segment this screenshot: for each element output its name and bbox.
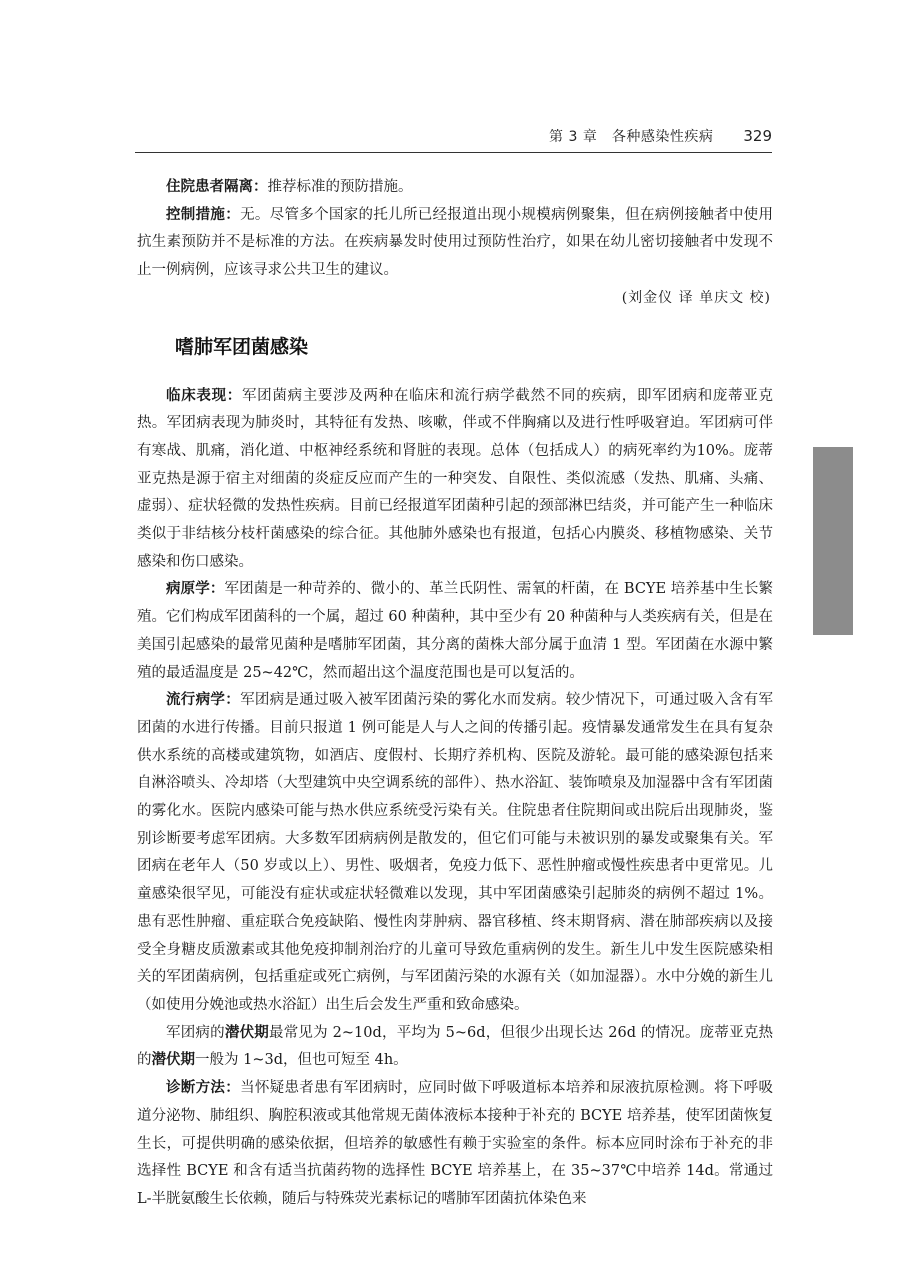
- diagnosis-label: 诊断方法：: [166, 1080, 241, 1097]
- isolation-label: 住院患者隔离：: [166, 179, 268, 195]
- isolation-paragraph: [137, 174, 773, 202]
- header-rule: [135, 152, 772, 153]
- chapter-thumb-tab: [813, 447, 853, 635]
- clinical-paragraph: [137, 383, 773, 577]
- isolation-text: 推荐标准的预防措施。: [267, 179, 413, 195]
- page-body: [137, 174, 773, 1214]
- incubation-term-2: 潜伏期: [151, 1052, 195, 1069]
- clinical-text: 军团菌病主要涉及两种在临床和流行病学截然不同的疾病，即军团病和庞蒂亚克热。军团病表现为肺炎时，其特征有发热、咳嗽，伴或不伴胸痛以及进行性呼吸窘迫。军团病可伴有寒战、肌痛，消化道、中枢神经系统和肾脏的表现。总体（包括成人）的病死率约为10%。庞蒂亚克热是源于宿主对细菌的炎症反应而产生的一种突发、自限性、类似流感（发热、肌痛、头痛、虚弱）、症状轻微的发热性疾病。目前已经报道军团菌种引起的颈部淋巴结炎，并可能产生一种临床类似于非结核分枝杆菌感染的综合征。其他肺外感染也有报道，包括心内膜炎、移植物感染、关节感染和伤口感染。: [137, 387, 774, 570]
- control-text: 无。尽管多个国家的托儿所已经报道出现小规模病例聚集，但在病例接触者中使用抗生素预防并不是标准的方法。在疾病暴发时使用过预防性治疗，如果在幼儿密切接触者中发现不止一例病例，应该寻求公共卫生的建议。: [137, 206, 773, 279]
- incubation-term-1: 潜伏期: [224, 1024, 269, 1041]
- translator-credit: (刘金仪 译 单庆文 校): [621, 289, 771, 306]
- chapter-title: 第 3 章 各种感染性疾病: [549, 129, 714, 145]
- etiology-paragraph: [137, 576, 773, 687]
- incubation-text-2: 最常见为 2~10d，平均为 5~6d，但很少出现长达 26d 的情况。庞蒂亚克热的: [137, 1024, 774, 1069]
- diagnosis-paragraph: [137, 1075, 773, 1214]
- section-title: 嗜肺军团菌感染: [175, 335, 309, 358]
- diagnosis-text: 当怀疑患者患有军团病时，应同时做下呼吸道标本培养和尿液抗原检测。将下呼吸道分泌物、肺组织、胸腔积液或其他常规无菌体液标本接种于补充的 BCYE 培养基，使军团菌恢复生长，可提供明确的感染依据，但培养的敏感性有赖于实验室的条件。标本应同时涂布于补充的非选择性 BCYE 和含有适当抗菌药物的选择性 BCYE 培养基上，在 35~37℃中培养 14d。常通过 L-半胱氨酸生长依赖，随后与特殊荧光素标记的嗜肺军团菌抗体染色来: [137, 1080, 773, 1207]
- incubation-text-3: 一般为 1~3d，但也可短至 4h。: [195, 1052, 408, 1069]
- incubation-text-1: 军团病的: [166, 1024, 225, 1041]
- etiology-text: 军团菌是一种苛养的、微小的、革兰氏阴性、需氧的杆菌，在 BCYE 培养基中生长繁殖。它们构成军团菌科的一个属，超过 60 种菌种，其中至少有 20 种菌种与人类疾病有关，但是在美国引起感染的最常见菌种是嗜肺军团菌，其分离的菌株大部分属于血清 1 型。军团菌在水源中繁殖的最适温度是 25~42℃，然而超出这个温度范围也是可以复活的。: [137, 581, 773, 681]
- control-paragraph: [137, 202, 773, 285]
- epidemiology-label: 流行病学：: [166, 692, 241, 709]
- control-label: 控制措施：: [166, 206, 241, 223]
- etiology-label: 病原学：: [166, 581, 225, 598]
- page-number: 329: [743, 127, 772, 145]
- running-header: [168, 124, 772, 148]
- incubation-paragraph: [137, 1020, 773, 1075]
- epidemiology-paragraph: [137, 687, 773, 1019]
- epidemiology-text: 军团病是通过吸入被军团菌污染的雾化水而发病。较少情况下，可通过吸入含有军团菌的水进行传播。目前只报道 1 例可能是人与人之间的传播引起。疫情暴发通常发生在具有复杂供水系统的高楼或建筑物，如酒店、度假村、长期疗养机构、医院及游轮。最可能的感染源包括来自淋浴喷头、冷却塔（大型建筑中央空调系统的部件）、热水浴缸、装饰喷泉及加湿器中含有军团菌的雾化水。医院内感染可能与热水供应系统受污染有关。住院患者住院期间或出院后出现肺炎，鉴别诊断要考虑军团病。大多数军团病病例是散发的，但它们可能与未被识别的暴发或聚集有关。军团病在老年人（50 岁或以上）、男性、吸烟者，免疫力低下、恶性肿瘤或慢性疾患者中更常见。儿童感染很罕见，可能没有症状或症状轻微难以发现，其中军团菌感染引起肺炎的病例不超过 1%。患有恶性肿瘤、重症联合免疫缺陷、慢性肉芽肿病、器官移植、终末期肾病、潜在肺部疾病以及接受全身糖皮质激素或其他免疫抑制剂治疗的儿童可导致危重病例的发生。新生儿中发生医院感染相关的军团菌病例，包括重症或死亡病例，与军团菌污染的水源有关（如加湿器）。水中分娩的新生儿（如使用分娩池或热水浴缸）出生后会发生严重和致命感染。: [137, 692, 773, 1013]
- clinical-label: 临床表现：: [166, 387, 242, 404]
